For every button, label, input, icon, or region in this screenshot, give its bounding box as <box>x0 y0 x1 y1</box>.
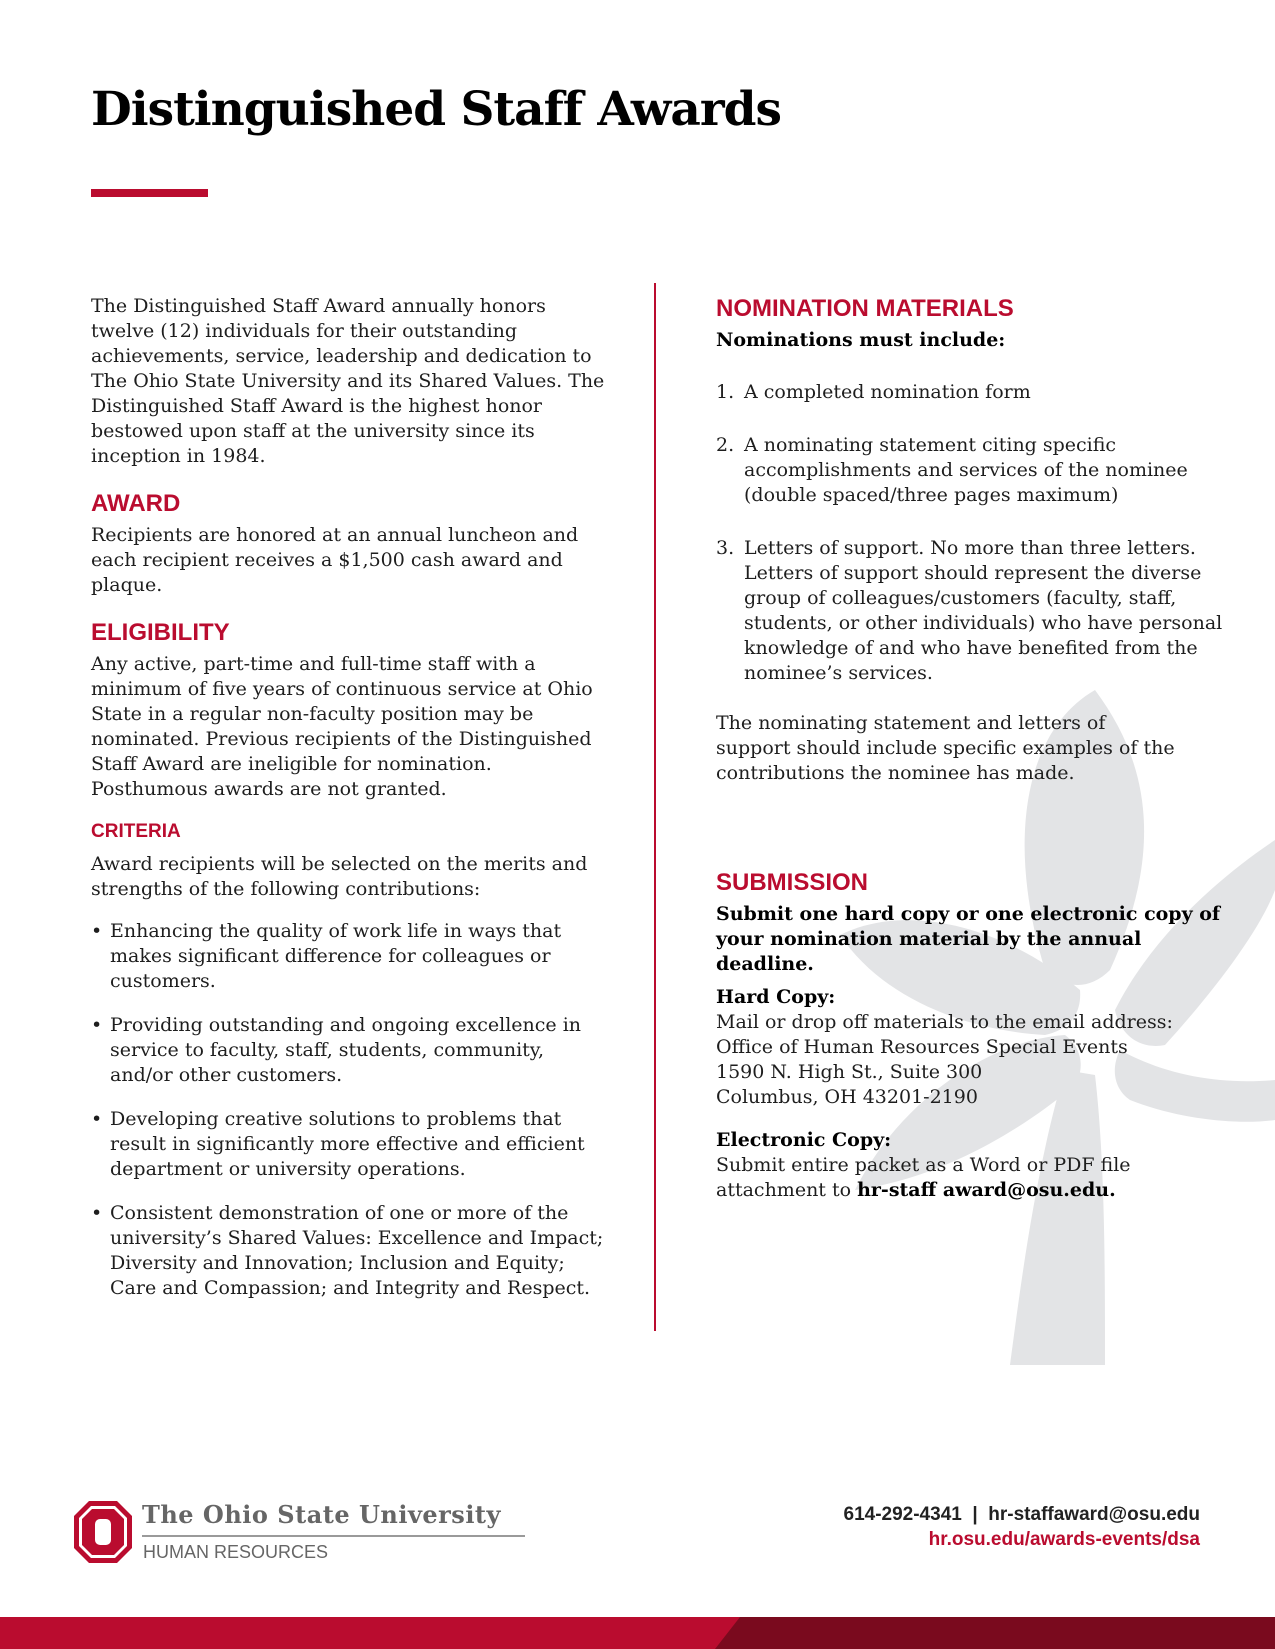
eligibility-text: Any active, part-time and full-time staff with a minimum of five years of continuous service at Ohio State in a regular non-faculty position may be nominated. Previous recipients of the Distinguished Staff Award are ineligible for nomination. Posthumous awards are not granted. <box>91 653 593 800</box>
eligibility-heading: ELIGIBILITY <box>91 619 230 646</box>
address-line: Office of Human Resources Special Events <box>716 1036 1128 1058</box>
list-item <box>716 380 1226 405</box>
submission-email-link[interactable]: hr-staff award@osu.edu. <box>857 1179 1116 1201</box>
submission-lead: Submit one hard copy or one electronic copy of your nomination material by the annual deadline. <box>716 903 1221 975</box>
list-item <box>91 1107 611 1182</box>
nomination-note: The nominating statement and letters of support should include specific examples of the contributions the nominee has made. <box>716 712 1175 784</box>
list-item <box>91 1201 611 1301</box>
intro-paragraph: The Distinguished Staff Award annually honors twelve (12) individuals for their outstanding achievements, service, leadership and dedication to The Ohio State University and its Shared Values. The Distinguished Staff Award is the highest honor bestowed upon staff at the university since its inception in 1984. <box>91 295 605 467</box>
bullet-icon: • <box>91 1014 103 1036</box>
department-name: HUMAN RESOURCES <box>143 1542 329 1562</box>
criteria-item-text: Providing outstanding and ongoing excellence in service to faculty, staff, students, community, and/or other customers. <box>110 1014 582 1086</box>
submission-heading: SUBMISSION <box>716 869 869 896</box>
bullet-icon: • <box>91 1108 103 1130</box>
column-divider <box>654 283 656 1331</box>
electronic-copy-instruction: Submit entire packet as a Word or PDF file attachment to <box>716 1154 1131 1201</box>
award-text: Recipients are honored at an annual luncheon and each recipient receives a $1,500 cash award and plaque. <box>91 524 579 596</box>
list-item <box>716 536 1226 686</box>
electronic-copy-text <box>716 1153 1136 1203</box>
nomination-item-text: A completed nomination form <box>744 381 1031 403</box>
nomination-item-text: Letters of support. No more than three letters. Letters of support should represent the diverse group of colleagues/customers (faculty, staff, students, or other individuals) who have personal knowledge of and who have benefited from the nominee’s services. <box>744 537 1223 684</box>
list-number: 3. <box>716 537 735 559</box>
criteria-list <box>91 919 611 1301</box>
address-line: 1590 N. High St., Suite 300 <box>716 1061 983 1083</box>
list-item <box>91 919 611 994</box>
nomination-item-text: A nominating statement citing specific accomplishments and services of the nominee (double spaced/three pages maximum) <box>744 434 1188 506</box>
bullet-icon: • <box>91 1202 103 1224</box>
address-line: Columbus, OH 43201-2190 <box>716 1086 978 1108</box>
website-link[interactable]: hr.osu.edu/awards-events/dsa <box>928 1529 1200 1550</box>
nomination-list <box>716 380 1226 686</box>
criteria-text: Award recipients will be selected on the merits and strengths of the following contributions: <box>91 853 588 900</box>
mailing-address <box>716 1010 1226 1110</box>
hard-copy-label: Hard Copy: <box>716 986 836 1008</box>
nomination-heading: NOMINATION MATERIALS <box>716 295 1014 322</box>
bullet-icon: • <box>91 920 103 942</box>
criteria-item-text: Developing creative solutions to problems that result in significantly more effective and efficient department or university operations. <box>110 1108 585 1180</box>
contact-separator: | <box>972 1504 978 1525</box>
award-heading: AWARD <box>91 490 181 517</box>
page-title: Distinguished Staff Awards <box>91 82 781 137</box>
criteria-heading: CRITERIA <box>91 821 181 842</box>
criteria-item-text: Enhancing the quality of work life in ways that makes significant difference for colleagues or customers. <box>110 920 562 992</box>
contact-info <box>844 1502 1201 1552</box>
university-name: The Ohio State University <box>142 1500 501 1529</box>
hard-copy-instruction: Mail or drop off materials to the email address: <box>716 1011 1173 1033</box>
block-o-logo <box>73 1500 133 1564</box>
electronic-copy-label: Electronic Copy: <box>716 1129 892 1151</box>
criteria-item-text: Consistent demonstration of one or more of the university’s Shared Values: Excellence and Impact; Diversity and Innovation; Inclusion and Equity; Care and Compassion; and Integrity and Respect. <box>110 1202 604 1299</box>
list-number: 1. <box>716 381 735 403</box>
bottom-color-band <box>0 1617 1275 1649</box>
list-item <box>91 1013 611 1088</box>
nomination-lead: Nominations must include: <box>716 329 1006 351</box>
left-column <box>91 294 611 1320</box>
phone-number[interactable]: 614-292-4341 <box>843 1504 962 1525</box>
right-column <box>716 294 1226 1203</box>
footer-divider <box>142 1535 525 1537</box>
title-underline <box>91 189 208 197</box>
list-number: 2. <box>716 434 735 456</box>
list-item <box>716 433 1226 508</box>
contact-email-link[interactable]: hr-staffaward@osu.edu <box>988 1504 1200 1525</box>
